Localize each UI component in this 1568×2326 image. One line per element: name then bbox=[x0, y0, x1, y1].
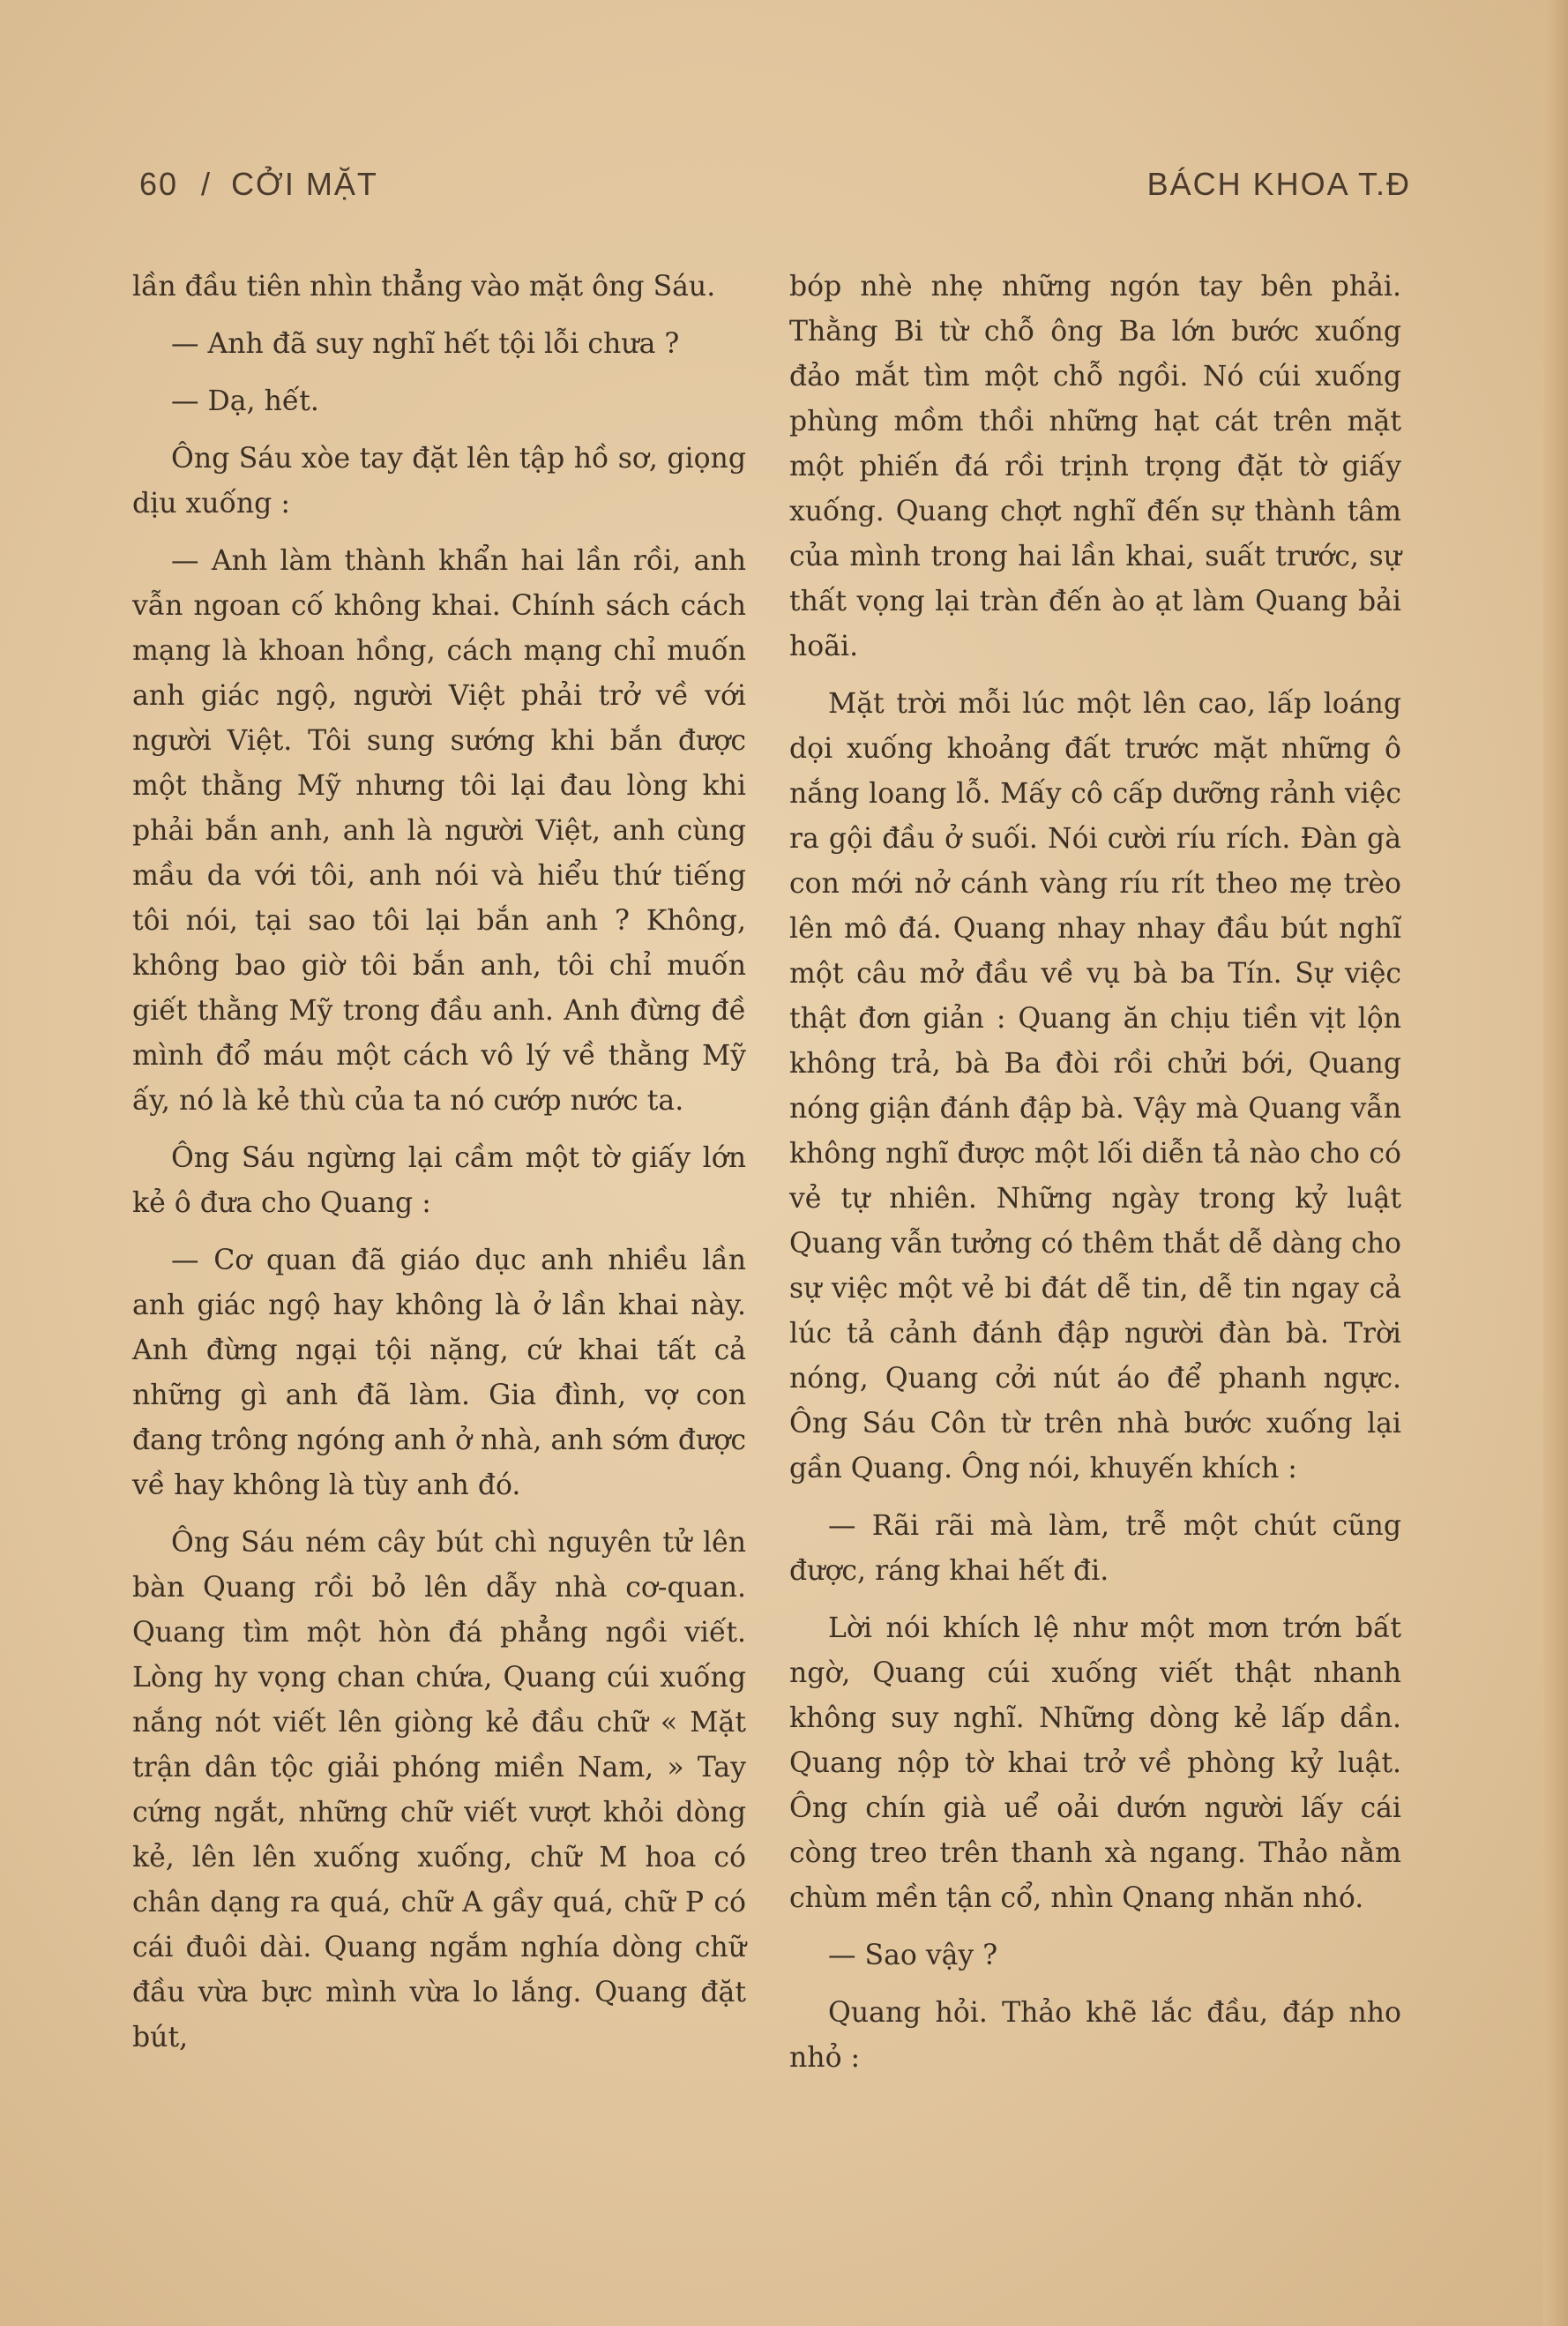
running-header bbox=[139, 166, 1411, 210]
publication-name: BÁCH KHOA T.Đ bbox=[1146, 166, 1411, 202]
paragraph: Ông Sáu ném cây bút chì nguyên tử lên bàn Quang rồi bỏ lên dẫy nhà cơ-quan. Quang tìm một hòn đá phẳng ngồi viết. Lòng hy vọng chan chứa, Quang cúi xuống nắng nót viết lên giòng kẻ đầu chữ « Mặt trận dân tộc giải phóng miền Nam, » Tay cứng ngắt, những chữ viết vượt khỏi dòng kẻ, lên lên xuống xuống, chữ M hoa có chân dạng ra quá, chữ A gầy quá, chữ P có cái đuôi dài. Quang ngắm nghía dòng chữ đầu vừa bực mình vừa lo lắng. Quang đặt bút, bbox=[132, 1527, 746, 2053]
paragraph: — Anh đã suy nghĩ hết tội lỗi chưa ? bbox=[171, 328, 680, 360]
paragraph: — Rãi rãi mà làm, trễ một chút cũng được, ráng khai hết đi. bbox=[789, 1510, 1401, 1587]
left-column bbox=[132, 265, 746, 2060]
paragraph: bóp nhè nhẹ những ngón tay bên phải. Thằng Bi từ chỗ ông Ba lớn bước xuống đảo mắt tìm một chỗ ngồi. Nó cúi xuống phùng mồm thồi những hạt cát trên mặt một phiến đá rồi trịnh trọng đặt tờ giấy xuống. Quang chợt nghĩ đến sự thành tâm của mình trong hai lần khai, suất trước, sự thất vọng lại tràn đến ào ạt làm Quang bải hoãi. bbox=[789, 271, 1401, 662]
header-left bbox=[139, 166, 378, 203]
paragraph: — Dạ, hết. bbox=[171, 385, 319, 417]
page-number: 60 bbox=[139, 166, 179, 202]
header-separator: / bbox=[201, 166, 213, 202]
paragraph: Lời nói khích lệ như một mơn trớn bất ngờ, Quang cúi xuống viết thật nhanh không suy nghĩ. Những dòng kẻ lấp dần. Quang nộp tờ khai trở về phòng kỷ luật. Ông chín già uể oải dướn người lấy cái còng treo trên thanh xà ngang. Thảo nằm chùm mền tận cổ, nhìn Qnang nhăn nhó. bbox=[789, 1612, 1401, 1914]
paragraph: Quang hỏi. Thảo khẽ lắc đầu, đáp nho nhỏ : bbox=[789, 1997, 1401, 2074]
paragraph: — Cơ quan đã giáo dục anh nhiều lần anh giác ngộ hay không là ở lần khai này. Anh đừng ngại tội nặng, cứ khai tất cả những gì anh đã làm. Gia đình, vợ con đang trông ngóng anh ở nhà, anh sớm được về hay không là tùy anh đó. bbox=[132, 1245, 746, 1501]
paragraph: Ông Sáu xòe tay đặt lên tập hồ sơ, giọng dịu xuống : bbox=[132, 443, 746, 520]
paragraph: — Anh làm thành khẩn hai lần rồi, anh vẫn ngoan cố không khai. Chính sách cách mạng là khoan hồng, cách mạng chỉ muốn anh giác ngộ, người Việt phải trở về với người Việt. Tôi sung sướng khi bắn được một thằng Mỹ nhưng tôi lại đau lòng khi phải bắn anh, anh là người Việt, anh cùng mầu da với tôi, anh nói và hiểu thứ tiếng tôi nói, tại sao tôi lại bắn anh ? Không, không bao giờ tôi bắn anh, tôi chỉ muốn giết thằng Mỹ trong đầu anh. Anh đừng đề mình đổ máu một cách vô lý về thằng Mỹ ấy, nó là kẻ thù của ta nó cướp nước ta. bbox=[132, 545, 746, 1117]
chapter-title: CỞI MẶT bbox=[231, 166, 378, 202]
paragraph: Ông Sáu ngừng lại cầm một tờ giấy lớn kẻ ô đưa cho Quang : bbox=[132, 1142, 746, 1219]
right-column bbox=[789, 265, 1401, 2081]
paragraph: — Sao vậy ? bbox=[828, 1940, 998, 1971]
paragraph: lần đầu tiên nhìn thẳng vào mặt ông Sáu. bbox=[132, 271, 716, 303]
page-edge bbox=[1543, 0, 1568, 2326]
paragraph: Mặt trời mỗi lúc một lên cao, lấp loáng dọi xuống khoảng đất trước mặt những ô nắng loang lỗ. Mấy cô cấp dưỡng rảnh việc ra gội đầu ở suối. Nói cười ríu rích. Đàn gà con mới nở cánh vàng ríu rít theo mẹ trèo lên mô đá. Quang nhay nhay đầu bút nghĩ một câu mở đầu về vụ bà ba Tín. Sự việc thật đơn giản : Quang ăn chịu tiền vịt lộn không trả, bà Ba đòi rồi chửi bới, Quang nóng giận đánh đập bà. Vậy mà Quang vẫn không nghĩ được một lối diễn tả nào cho có vẻ tự nhiên. Những ngày trong kỷ luật Quang vẫn tưởng có thêm thắt dễ dàng cho sự việc một vẻ bi đát dễ tin, dễ tin ngay cả lúc tả cảnh đánh đập người đàn bà. Trời nóng, Quang cởi nút áo để phanh ngực. Ông Sáu Côn từ trên nhà bước xuống lại gần Quang. Ông nói, khuyến khích : bbox=[789, 688, 1401, 1485]
